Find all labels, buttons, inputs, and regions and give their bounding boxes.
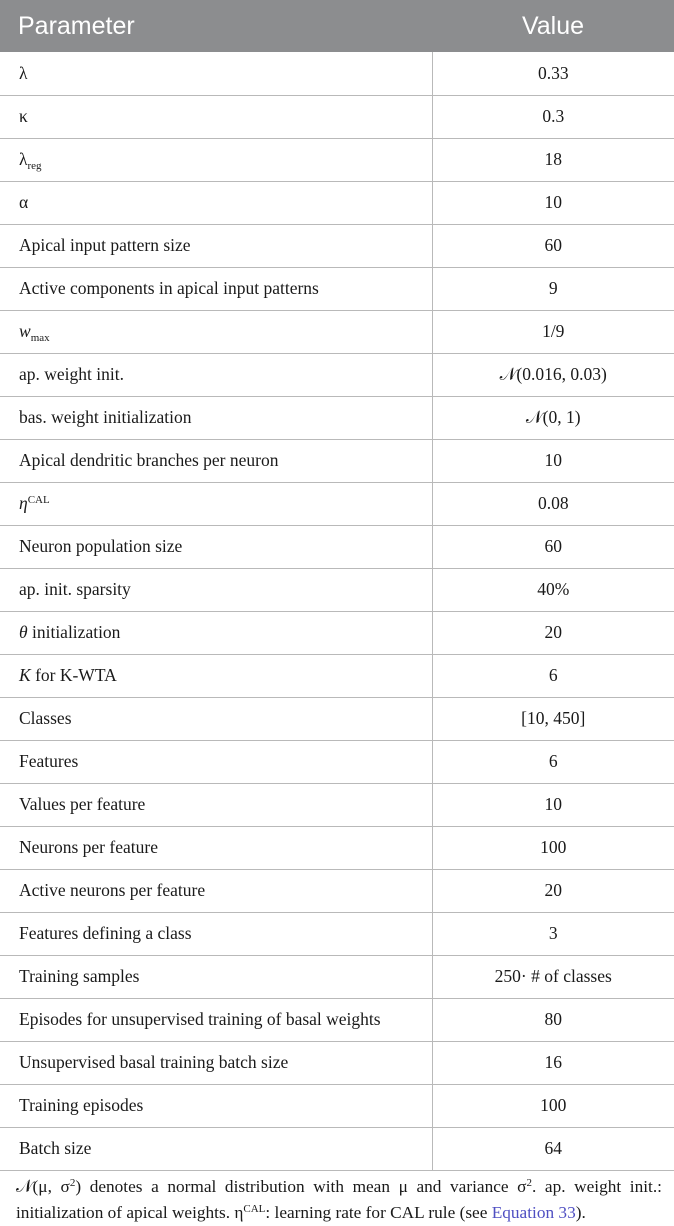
footnote-text: ). [575, 1203, 586, 1222]
param-text: initialization [27, 622, 121, 642]
footnote-superscript: CAL [243, 1203, 266, 1215]
value-cell: 100 [432, 826, 674, 869]
param-cell: Apical input pattern size [0, 224, 432, 267]
table-row [0, 181, 674, 224]
table-row [0, 912, 674, 955]
value-cell: 20 [432, 611, 674, 654]
table-row [0, 955, 674, 998]
value-cell: 60 [432, 525, 674, 568]
table-row [0, 439, 674, 482]
param-cell [0, 310, 432, 353]
value-cell: 18 [432, 138, 674, 181]
param-symbol: K [19, 665, 31, 685]
param-cell [0, 482, 432, 525]
table-row [0, 525, 674, 568]
footnote-superscript: 2 [526, 1177, 532, 1189]
table-row [0, 783, 674, 826]
value-cell: 100 [432, 1084, 674, 1127]
param-cell: ap. init. sparsity [0, 568, 432, 611]
table-row [0, 482, 674, 525]
value-cell: 10 [432, 783, 674, 826]
header-parameter: Parameter [18, 11, 135, 40]
param-cell [0, 611, 432, 654]
param-cell: Classes [0, 697, 432, 740]
param-cell: Training samples [0, 955, 432, 998]
table-row [0, 654, 674, 697]
value-cell: 1/9 [432, 310, 674, 353]
param-symbol: θ [19, 622, 28, 642]
table-row [0, 740, 674, 783]
param-cell: Active neurons per feature [0, 869, 432, 912]
table-row [0, 310, 674, 353]
value-cell: 0.08 [432, 482, 674, 525]
value-cell: [10, 450] [432, 697, 674, 740]
table-row [0, 1041, 674, 1084]
param-cell [0, 654, 432, 697]
equation-link[interactable]: Equation 33 [491, 1203, 576, 1222]
param-cell: Unsupervised basal training batch size [0, 1041, 432, 1084]
value-cell: 𝒩(0.016, 0.03) [432, 353, 674, 396]
param-cell: Values per feature [0, 783, 432, 826]
footnote-superscript: 2 [69, 1177, 76, 1189]
table-body [0, 52, 674, 1170]
value-cell: 3 [432, 912, 674, 955]
table-row [0, 697, 674, 740]
param-cell: Apical dendritic branches per neuron [0, 439, 432, 482]
param-symbol: λ [19, 149, 28, 169]
value-cell: 𝒩(0, 1) [432, 396, 674, 439]
param-subscript: reg [27, 160, 42, 172]
table-row [0, 869, 674, 912]
table-row [0, 568, 674, 611]
value-cell: 60 [432, 224, 674, 267]
footnote-text: : learning rate for CAL rule (see [265, 1203, 492, 1222]
param-cell: κ [0, 95, 432, 138]
table-header-row [0, 0, 674, 52]
table-footnote [16, 1174, 662, 1226]
param-cell: α [0, 181, 432, 224]
param-symbol: η [19, 493, 28, 513]
footnote-text: 𝒩(μ, σ [16, 1177, 70, 1196]
table-row [0, 52, 674, 95]
param-text: for K-WTA [30, 665, 117, 685]
param-cell: ap. weight init. [0, 353, 432, 396]
param-symbol: w [19, 321, 31, 341]
value-cell: 9 [432, 267, 674, 310]
param-cell: λ [0, 52, 432, 95]
param-cell: Active components in apical input patterns [0, 267, 432, 310]
param-superscript: CAL [27, 494, 50, 506]
param-cell: bas. weight initialization [0, 396, 432, 439]
param-subscript: max [30, 332, 50, 344]
param-cell: Neurons per feature [0, 826, 432, 869]
value-cell: 10 [432, 181, 674, 224]
footnote-text: . ap. weight init.: initialization of apical weights. η [16, 1177, 662, 1222]
footnote-text: ) denotes a normal distribution with mean μ and variance σ [75, 1177, 527, 1196]
value-cell: 10 [432, 439, 674, 482]
table-row [0, 826, 674, 869]
header-value: Value [521, 11, 585, 40]
value-cell: 40% [432, 568, 674, 611]
value-cell: 0.33 [432, 52, 674, 95]
table-row [0, 1084, 674, 1127]
param-cell: Training episodes [0, 1084, 432, 1127]
param-cell: Batch size [0, 1127, 432, 1170]
table-row [0, 224, 674, 267]
table-row [0, 611, 674, 654]
table-row [0, 267, 674, 310]
param-cell: Episodes for unsupervised training of basal weights [0, 998, 432, 1041]
value-cell: 20 [432, 869, 674, 912]
table-row [0, 396, 674, 439]
table-row [0, 1127, 674, 1170]
table-row [0, 998, 674, 1041]
param-cell: Features defining a class [0, 912, 432, 955]
param-cell: Features [0, 740, 432, 783]
param-cell: Neuron population size [0, 525, 432, 568]
value-cell: 6 [432, 740, 674, 783]
value-cell: 16 [432, 1041, 674, 1084]
table-row [0, 95, 674, 138]
value-cell: 250· # of classes [432, 955, 674, 998]
value-cell: 6 [432, 654, 674, 697]
value-cell: 0.3 [432, 95, 674, 138]
value-cell: 80 [432, 998, 674, 1041]
table-row [0, 138, 674, 181]
table-row [0, 353, 674, 396]
param-cell [0, 138, 432, 181]
value-cell: 64 [432, 1127, 674, 1170]
